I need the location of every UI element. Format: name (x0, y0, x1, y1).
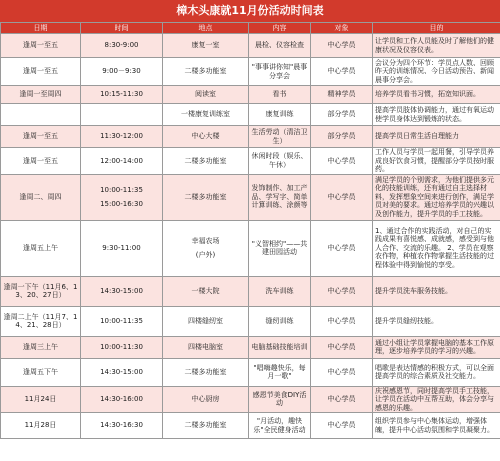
cell-time: 14:30-16:30 (81, 413, 163, 439)
cell-purpose: 会议分为四个环节：学员点人数、回顾昨天的训练情况、今日活动预告、新闻晨事分享会。 (373, 58, 500, 86)
table-row (1, 336, 500, 358)
cell-place: 一楼康复训练室 (163, 104, 249, 126)
cell-target: 中心学员 (311, 306, 373, 336)
header-place: 地点 (163, 23, 249, 34)
header-target: 对象 (311, 23, 373, 34)
cell-place: 阅读室 (163, 86, 249, 104)
table-row (1, 174, 500, 220)
cell-purpose: 提升学员缝纫技能。 (373, 306, 500, 336)
header-date: 日期 (1, 23, 81, 34)
cell-target: 部分学员 (311, 104, 373, 126)
cell-purpose: 让学员和工作人员能及时了解他们的健康状况及仪容仪表。 (373, 34, 500, 58)
cell-time: 9:30-11:00 (81, 220, 163, 276)
cell-target: 中心学员 (311, 148, 373, 175)
cell-content: 休闲时段（娱乐、午休） (249, 148, 311, 175)
cell-date: 逢周二、周四 (1, 174, 81, 220)
cell-content: "月活动，趣快乐"全民健身活动 (249, 413, 311, 439)
cell-date: 逢周一下午（11月6、13、20、27日） (1, 276, 81, 306)
cell-content: "义智相约"——共建田园活动 (249, 220, 311, 276)
cell-date: 逢周五下午 (1, 358, 81, 386)
cell-date (1, 104, 81, 126)
cell-purpose: 提高学员日常生活自理能力 (373, 126, 500, 148)
table-row (1, 276, 500, 306)
cell-place (163, 220, 249, 276)
header-time: 时间 (81, 23, 163, 34)
cell-content: 缝纫训练 (249, 306, 311, 336)
cell-content: 发饰制作、加工产品、学写字、简单计算训练、涂颜等 (249, 174, 311, 220)
cell-target: 部分学员 (311, 126, 373, 148)
cell-time (81, 174, 163, 220)
time-slot-1: 10:00-11:35 (100, 185, 143, 194)
cell-purpose: 提高学员肢体协调能力，通过有氧运动使学员身体达到锻炼的状态。 (373, 104, 500, 126)
time-slot-2: 15:00-16:30 (100, 200, 143, 209)
cell-place: 四楼电脑室 (163, 336, 249, 358)
cell-content: 电脑基础技能培训 (249, 336, 311, 358)
cell-place: 康复一室 (163, 34, 249, 58)
header-purpose: 目的 (373, 23, 500, 34)
cell-purpose: 提升学员洗车服务技能。 (373, 276, 500, 306)
cell-place: 一楼大院 (163, 276, 249, 306)
header-content: 内容 (249, 23, 311, 34)
cell-time: 12:00-14:00 (81, 148, 163, 175)
cell-date: 逢周一至五 (1, 58, 81, 86)
table-row (1, 86, 500, 104)
cell-time: 14:30-16:00 (81, 386, 163, 413)
header-row (1, 23, 500, 34)
cell-purpose: 庆祝感恩节，同时提高学员手工技能，让学员在活动中互帮互助，体会分享与感恩的乐趣。 (373, 386, 500, 413)
cell-date: 逢周二上午（11月7、14、21、28日） (1, 306, 81, 336)
table-row (1, 306, 500, 336)
cell-date: 逢周一至五 (1, 148, 81, 175)
cell-target: 中心学员 (311, 34, 373, 58)
cell-place: 二楼多功能室 (163, 58, 249, 86)
cell-time: 14:30-15:00 (81, 276, 163, 306)
cell-date: 逢周一至五 (1, 34, 81, 58)
cell-target: 中心学员 (311, 358, 373, 386)
cell-place: 二楼多功能室 (163, 148, 249, 175)
cell-time (81, 104, 163, 126)
cell-target: 中心学员 (311, 58, 373, 86)
cell-content: "事事讲你知"晨事分享会 (249, 58, 311, 86)
table-row (1, 358, 500, 386)
cell-date: 逢周一至五 (1, 126, 81, 148)
cell-time: 11:30-12:00 (81, 126, 163, 148)
cell-target: 精神学员 (311, 86, 373, 104)
cell-target: 中心学员 (311, 220, 373, 276)
cell-purpose: 工作人员与学员一起用餐，引导学员养成良好饮食习惯，提醒部分学员按时服药。 (373, 148, 500, 175)
cell-purpose: 通过小组让学员掌握电脑的基本工作原理，逐步培养学员的学习的兴趣。 (373, 336, 500, 358)
schedule-title: 樟木头康就11月份活动时间表 (0, 0, 500, 22)
table-row (1, 148, 500, 175)
table-row (1, 104, 500, 126)
cell-time: 14:30-15:00 (81, 358, 163, 386)
cell-place: 二楼多功能室 (163, 358, 249, 386)
cell-time: 10:00-11:35 (81, 306, 163, 336)
place-name: 幸福农场 (191, 236, 220, 245)
cell-date: 11月24日 (1, 386, 81, 413)
table-row (1, 126, 500, 148)
cell-target: 中心学员 (311, 336, 373, 358)
cell-content: "唱嗨趣快乐，每月一歌" (249, 358, 311, 386)
cell-target: 中心学员 (311, 174, 373, 220)
cell-time: 10:15-11:30 (81, 86, 163, 104)
table-row (1, 386, 500, 413)
cell-date: 逢周三上午 (1, 336, 81, 358)
cell-purpose: 1、通过合作的实践活动，对自己的实践成果有喜悦感、成就感，感受到与他人合作、交流的乐趣。 2、学员在观察农作物，种植农作物掌握生活技能的过程体验中得到愉悦的享受。 (373, 220, 500, 276)
cell-time: 9:00－9:30 (81, 58, 163, 86)
cell-place: 二楼多功能室 (163, 174, 249, 220)
cell-place: 二楼多功能室 (163, 413, 249, 439)
cell-place: 四楼缝纫室 (163, 306, 249, 336)
cell-date: 11月28日 (1, 413, 81, 439)
cell-content: 生活劳动（清洁卫生） (249, 126, 311, 148)
cell-target: 中心学员 (311, 386, 373, 413)
schedule-table (0, 22, 500, 439)
cell-time: 8:30-9:00 (81, 34, 163, 58)
cell-time: 10:00-11:30 (81, 336, 163, 358)
table-row (1, 220, 500, 276)
cell-purpose: 组织学员参与中心集体运动，增强体魄，提升中心活动氛围和学员凝聚力。 (373, 413, 500, 439)
cell-purpose: 满足学员的个别需求，为他们提供多元化的技能训练，还有通过自主选择材料，发挥想象空间来进行创作，满足学员对美的要求。通过培养学员的兴趣以及创作能力，提升学员的手工技能。 (373, 174, 500, 220)
cell-target: 中心学员 (311, 276, 373, 306)
table-row (1, 413, 500, 439)
cell-purpose: 培养学员看书习惯，拓宽知识面。 (373, 86, 500, 104)
table-row (1, 58, 500, 86)
cell-content: 看书 (249, 86, 311, 104)
cell-content: 洗车训练 (249, 276, 311, 306)
cell-place: 中心厨房 (163, 386, 249, 413)
cell-purpose: 唱歌是表达情感的积极方式，可以全面提高学员的综合素质及社交能力。 (373, 358, 500, 386)
table-row (1, 34, 500, 58)
cell-content: 康复训练 (249, 104, 311, 126)
cell-content: 感恩节美食DIY活动 (249, 386, 311, 413)
cell-content: 晨检、仪容检查 (249, 34, 311, 58)
cell-target: 中心学员 (311, 413, 373, 439)
cell-place: 中心大楼 (163, 126, 249, 148)
cell-date: 逢周五上午 (1, 220, 81, 276)
place-note: (户外) (195, 251, 216, 260)
cell-date: 逢周一至周四 (1, 86, 81, 104)
